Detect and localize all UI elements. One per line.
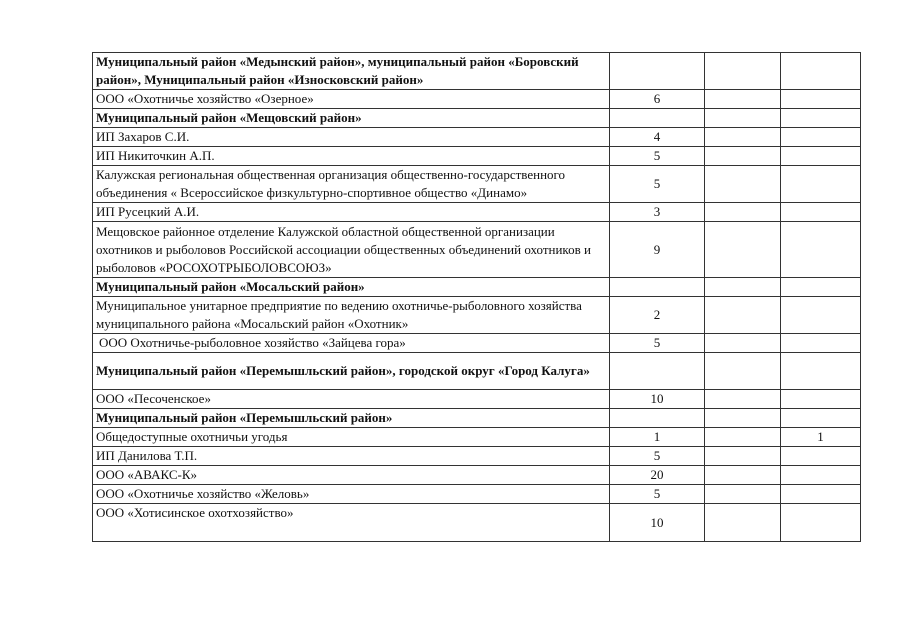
column-3-cell <box>705 504 781 542</box>
quantity-cell: 1 <box>610 428 705 447</box>
quantity-cell: 5 <box>610 447 705 466</box>
column-3-cell <box>705 90 781 109</box>
quantity-cell <box>610 109 705 128</box>
table-row <box>93 466 861 485</box>
quantity-cell: 20 <box>610 466 705 485</box>
column-3-cell <box>705 390 781 409</box>
table-row <box>93 334 861 353</box>
column-3-cell <box>705 222 781 278</box>
column-4-cell: 1 <box>781 428 861 447</box>
column-3-cell <box>705 409 781 428</box>
row-name-cell: Муниципальный район «Мещовский район» <box>93 109 610 128</box>
column-3-cell <box>705 278 781 297</box>
table-row <box>93 147 861 166</box>
row-name-cell: ИП Никиточкин А.П. <box>93 147 610 166</box>
row-name-cell: ИП Русецкий А.И. <box>93 203 610 222</box>
column-4-cell <box>781 222 861 278</box>
table-row-section <box>93 278 861 297</box>
column-3-cell <box>705 147 781 166</box>
column-4-cell <box>781 203 861 222</box>
quantity-cell: 6 <box>610 90 705 109</box>
row-name-cell: Муниципальный район «Медынский район», муниципальный район «Боровский район», Муниципальный район «Износковский район» <box>93 53 610 90</box>
row-name-cell: Муниципальный район «Перемышльский район» <box>93 409 610 428</box>
column-3-cell <box>705 128 781 147</box>
column-4-cell <box>781 147 861 166</box>
quantity-cell: 10 <box>610 504 705 542</box>
column-3-cell <box>705 203 781 222</box>
column-4-cell <box>781 128 861 147</box>
quantity-cell <box>610 353 705 390</box>
column-4-cell <box>781 504 861 542</box>
table-row <box>93 166 861 203</box>
column-3-cell <box>705 334 781 353</box>
row-name-cell: Муниципальный район «Мосальский район» <box>93 278 610 297</box>
row-name-cell: Муниципальный район «Перемышльский район», городской округ «Город Калуга» <box>93 353 610 390</box>
table-row <box>93 428 861 447</box>
column-3-cell <box>705 485 781 504</box>
row-name-cell: Мещовское районное отделение Калужской областной общественной организации охотников и рыболовов Российской ассоциации общественных объединений охотников и рыболовов «РОСОХОТРЫБОЛОВСОЮЗ» <box>93 222 610 278</box>
row-name-cell: Общедоступные охотничьи угодья <box>93 428 610 447</box>
row-name-cell: ООО «Песоченское» <box>93 390 610 409</box>
table-row-section <box>93 109 861 128</box>
column-4-cell <box>781 485 861 504</box>
quantity-cell <box>610 278 705 297</box>
column-3-cell <box>705 109 781 128</box>
column-4-cell <box>781 466 861 485</box>
row-name-cell: ООО «АВАКС-К» <box>93 466 610 485</box>
column-4-cell <box>781 447 861 466</box>
column-4-cell <box>781 90 861 109</box>
quantity-cell: 4 <box>610 128 705 147</box>
table-row <box>93 128 861 147</box>
column-4-cell <box>781 390 861 409</box>
row-name-cell: Калужская региональная общественная организация общественно-государственного объединения « Всероссийское физкультурно-спортивное общество «Динамо» <box>93 166 610 203</box>
table-row <box>93 504 861 542</box>
table-row <box>93 222 861 278</box>
column-3-cell <box>705 53 781 90</box>
column-4-cell <box>781 278 861 297</box>
row-name-cell: ИП Захаров С.И. <box>93 128 610 147</box>
column-4-cell <box>781 53 861 90</box>
quantity-cell: 3 <box>610 203 705 222</box>
column-4-cell <box>781 109 861 128</box>
quantity-cell: 2 <box>610 297 705 334</box>
table-row <box>93 90 861 109</box>
document-page <box>92 52 861 542</box>
column-3-cell <box>705 428 781 447</box>
hunting-grounds-table <box>92 52 861 542</box>
row-name-cell: ИП Данилова Т.П. <box>93 447 610 466</box>
quantity-cell <box>610 53 705 90</box>
column-4-cell <box>781 334 861 353</box>
table-body <box>93 53 861 542</box>
table-row <box>93 297 861 334</box>
quantity-cell: 10 <box>610 390 705 409</box>
quantity-cell <box>610 409 705 428</box>
table-row <box>93 390 861 409</box>
row-name-cell: ООО «Охотничье хозяйство «Озерное» <box>93 90 610 109</box>
table-row-section <box>93 353 861 390</box>
column-4-cell <box>781 297 861 334</box>
column-3-cell <box>705 166 781 203</box>
row-name-cell: ООО «Охотничье хозяйство «Желовь» <box>93 485 610 504</box>
row-name-cell: ООО «Хотисинское охотхозяйство» <box>93 504 610 542</box>
row-name-cell: Муниципальное унитарное предприятие по ведению охотничье-рыболовного хозяйства муниципального района «Мосальский район «Охотник» <box>93 297 610 334</box>
table-row <box>93 485 861 504</box>
table-row <box>93 447 861 466</box>
column-3-cell <box>705 466 781 485</box>
column-3-cell <box>705 297 781 334</box>
table-row-section <box>93 53 861 90</box>
quantity-cell: 5 <box>610 147 705 166</box>
column-4-cell <box>781 409 861 428</box>
quantity-cell: 5 <box>610 485 705 504</box>
quantity-cell: 5 <box>610 334 705 353</box>
column-3-cell <box>705 447 781 466</box>
table-row-section <box>93 409 861 428</box>
column-4-cell <box>781 166 861 203</box>
column-3-cell <box>705 353 781 390</box>
row-name-cell: ООО Охотничье-рыболовное хозяйство «Зайцева гора» <box>93 334 610 353</box>
table-row <box>93 203 861 222</box>
quantity-cell: 5 <box>610 166 705 203</box>
column-4-cell <box>781 353 861 390</box>
quantity-cell: 9 <box>610 222 705 278</box>
